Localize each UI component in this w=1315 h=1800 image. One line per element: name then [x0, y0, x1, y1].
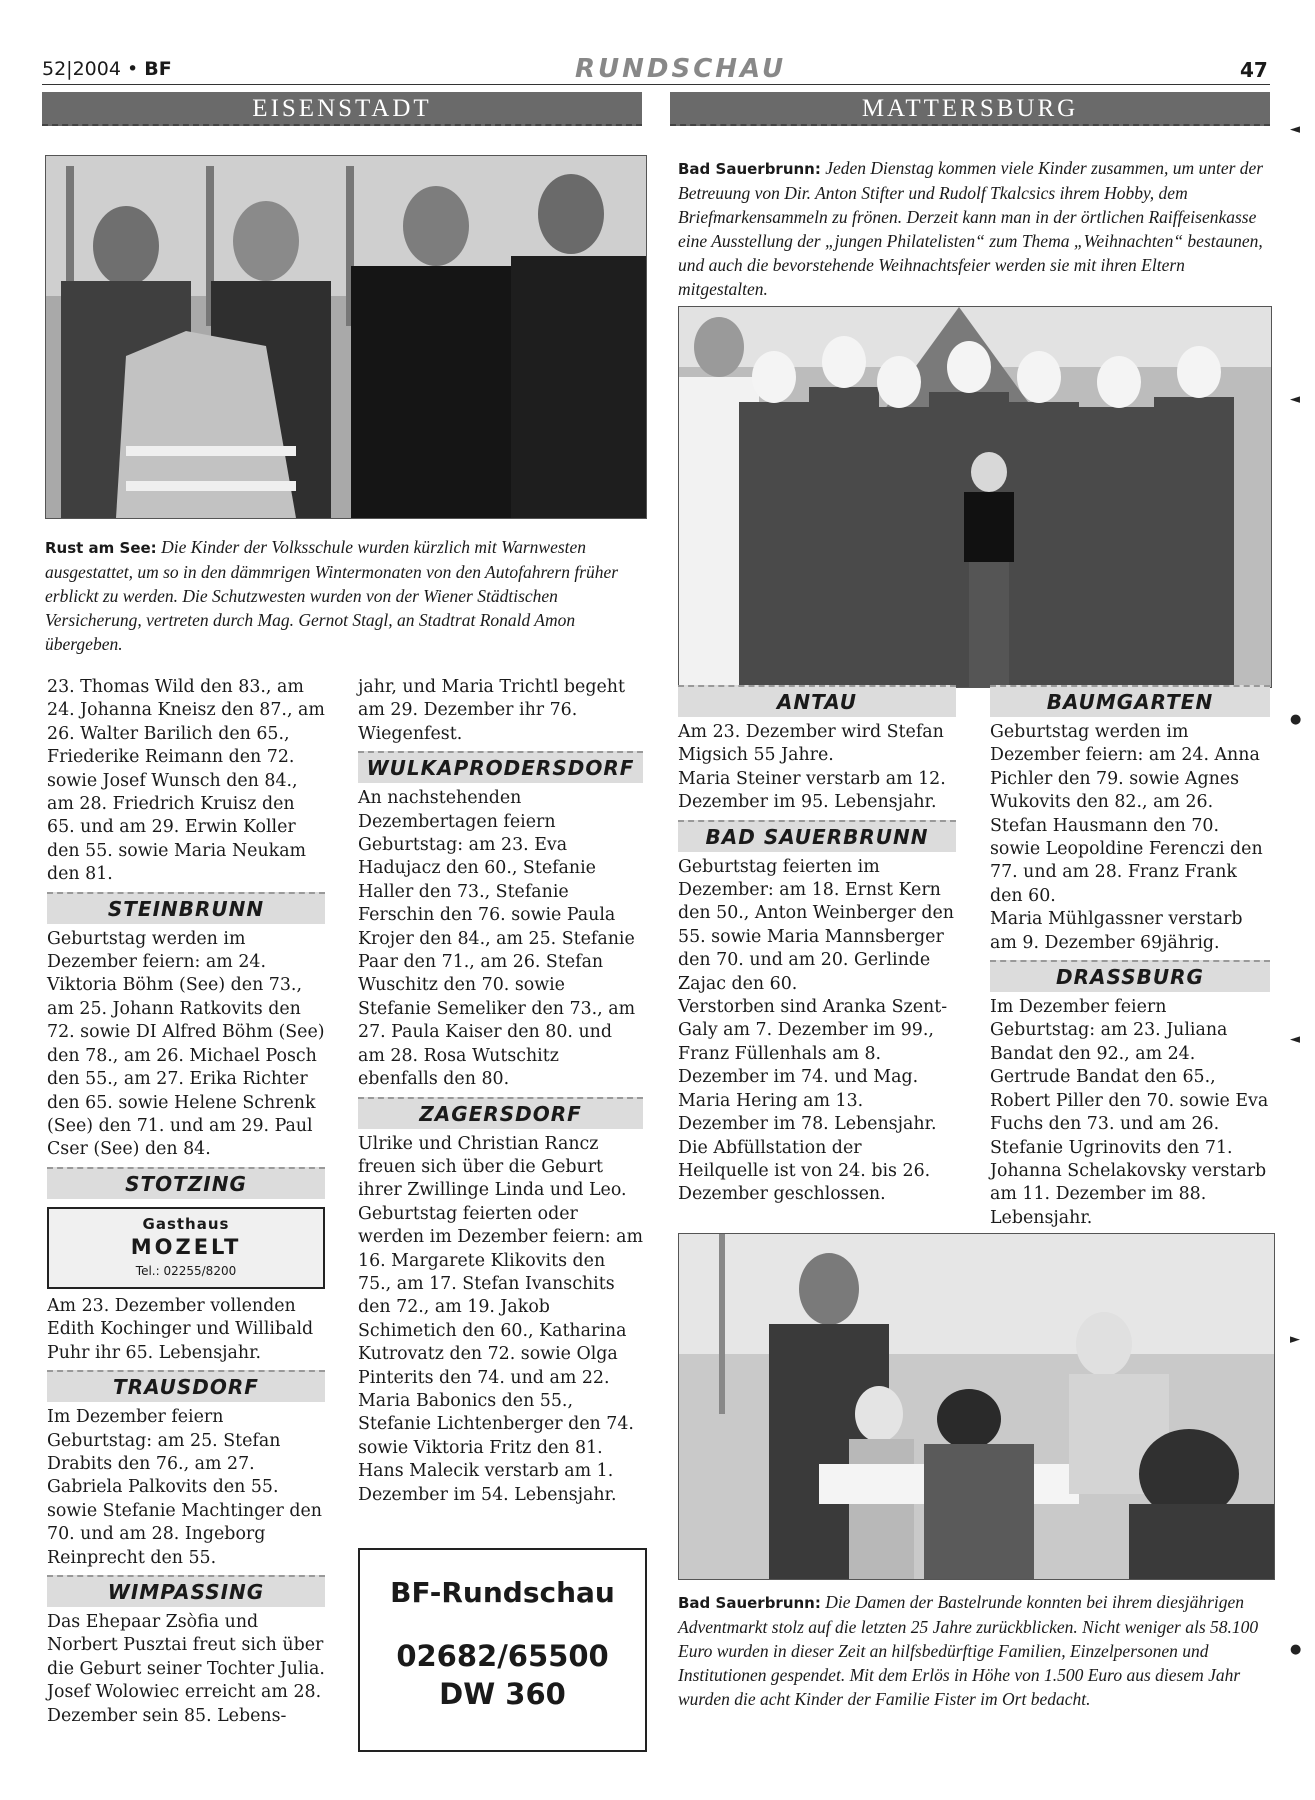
region-bar-mattersburg: MATTERSBURG	[670, 92, 1270, 126]
photo-choir-image	[679, 307, 1271, 687]
paragraph: Verstorben sind Aranka Szent-Galy am 7. Dezember im 99., Franz Füllenhals am 8. Dezember im 74. und Mag. Maria Hering am 13. Dezember im 78. Lebensjahr.	[678, 997, 948, 1135]
region-bar-eisenstadt: EISENSTADT	[42, 92, 642, 126]
paragraph: Ulrike und Christian Rancz freuen sich über die Geburt ihrer Zwillinge Linda und Leo. Geburtstag feierten oder werden im Dezember feiern: am 16. Margarete Klikovits den 75., am 17. Stefan Ivanschits den 72., am 19. Jakob Schimetich den 60., Katharina Kutrovatz den 72. sowie Olga Pinterits den 74. und am 22. Maria Babonics den 55., Stefanie Lichtenberger den 74. sowie Viktoria Fritz den 81.	[358, 1133, 644, 1458]
paragraph: Geburtstag werden im Dezember feiern: am 24. Viktoria Böhm (See) den 73., am 25. Johann Ratkovits den 72. sowie DI Alfred Böhm (See) den 78., am 26. Michael Posch den 55., am 27. Erika Richter den 65. sowie Helene Schrenk (See) den 71. und am 29. Paul Cser (See) den 84.	[47, 928, 325, 1160]
margin-marker: ◄	[1290, 1032, 1300, 1047]
section-title-bad-sauerbrunn: BAD SAUERBRUNN	[678, 820, 956, 852]
column-2	[358, 676, 643, 1507]
paragraph: Maria Steiner verstarb am 12. Dezember im 95. Lebensjahr.	[678, 768, 946, 813]
margin-marker: ►	[1290, 1332, 1300, 1347]
paragraph: Maria Mühlgassner verstarb am 9. Dezember 69jährig.	[990, 909, 1243, 953]
issue-number: 52|2004 • BF	[42, 58, 172, 80]
paragraph: jahr, und Maria Trichtl begeht am 29. Dezember ihr 76. Wiegenfest.	[358, 677, 625, 744]
brand-label: BF	[144, 58, 172, 80]
ad-bf-rundschau	[358, 1548, 647, 1752]
section-title-antau: ANTAU	[678, 685, 956, 717]
caption-place: Bad Sauerbrunn:	[678, 160, 821, 178]
photo-rust-am-see-image	[46, 156, 646, 518]
margin-marker: ◄	[1290, 392, 1300, 407]
paragraph: Am 23. Dezember vollenden Edith Kochinger und Willibald Puhr ihr 65. Lebensjahr.	[47, 1295, 314, 1363]
section-title-zagersdorf: ZAGERSDORF	[358, 1097, 643, 1129]
column-3	[678, 680, 956, 1207]
photo-bastelrunde-image	[679, 1234, 1274, 1579]
paragraph: Hans Malecik verstarb am 1. Dezember im 54. Lebensjahr.	[358, 1461, 617, 1505]
paragraph: Geburtstag feierten im Dezember: am 18. Ernst Kern den 50., Anton Weinberger den 55. sowie Maria Mannsberger den 70. und am 20. Gerlinde Zajac den 60.	[678, 856, 954, 994]
photo-bastelrunde	[678, 1233, 1275, 1580]
paragraph: Das Ehepaar Zsòfia und Norbert Pusztai freut sich über die Geburt seiner Tochter Julia. Josef Wolowiec erreicht am 28. Dezember sein 85. Lebens-	[47, 1612, 325, 1726]
ad-title: BF-Rundschau	[390, 1576, 615, 1609]
margin-marker: ●	[1290, 712, 1302, 727]
ad-gasthaus-mozelt	[47, 1207, 325, 1289]
column-4	[990, 680, 1270, 1230]
section-title-drassburg: DRASSBURG	[990, 960, 1270, 992]
ad-line: MOZELT	[130, 1235, 242, 1260]
column-1	[47, 676, 325, 1728]
paragraph: Johanna Schelakovsky verstarb am 11. Dezember im 88. Lebensjahr.	[990, 1160, 1267, 1228]
paragraph: 23. Thomas Wild den 83., am 24. Johanna Kneisz den 87., am 26. Walter Barilich den 65., Friederike Reimann den 72. sowie Josef Wunsch den 84., am 28. Friedrich Kruisz den 65. und am 29. Erwin Koller den 55. sowie Maria Neukam den 81.	[47, 677, 325, 885]
section-title-trausdorf: TRAUSDORF	[47, 1370, 325, 1402]
ad-line: Gasthaus	[142, 1214, 230, 1233]
page-number: 47	[1240, 58, 1268, 82]
margin-marker: ●	[1290, 1642, 1302, 1657]
caption-place: Bad Sauerbrunn:	[678, 1594, 821, 1612]
paragraph: Die Abfüllstation der Heilquelle ist von 24. bis 26. Dezember geschlossen.	[678, 1137, 931, 1205]
caption-bad-sauerbrunn-philatelisten	[678, 156, 1276, 301]
caption-text: Die Damen der Bastelrunde konnten bei ihrem diesjährigen Adventmarkt stolz auf die letzten 25 Jahre zurückblicken. Nicht weniger als 58.100 Euro wurden in dieser Zeit an hilfsbedürftige Familien, Einzelpersonen und Institutionen gespendet. Mit dem Erlös in Höhe von 1.500 Euro aus diesem Jahr wurden die acht Kinder der Familie Fister im Ort bedacht.	[678, 1592, 1259, 1709]
section-title-baumgarten: BAUMGARTEN	[990, 685, 1270, 717]
paragraph: Im Dezember feiern Geburtstag: am 25. Stefan Drabits den 76., am 27. Gabriela Palkovits den 55. sowie Stefanie Machtinger den 70. und am 28. Ingeborg Reinprecht den 55.	[47, 1407, 322, 1568]
ad-extension: DW 360	[439, 1677, 566, 1711]
paragraph: Am 23. Dezember wird Stefan Migsich 55 Jahre.	[678, 722, 944, 766]
caption-place: Rust am See:	[45, 539, 157, 557]
caption-text: Die Kinder der Volksschule wurden kürzlich mit Warnwesten ausgestattet, um so in den dämmrigen Wintermonaten von den Autofahrern früher erblickt zu werden. Die Schutzwesten wurden von der Wiener Städtischen Versicherung, vertreten durch Mag. Gernot Stagl, an Stadtrat Ronald Amon übergeben.	[45, 537, 619, 654]
header-rule	[42, 84, 1270, 85]
section-title-wulkaprodersdorf: WULKAPRODERSDORF	[358, 751, 643, 783]
ad-phone: 02682/65500	[396, 1639, 609, 1673]
photo-choir-bad-sauerbrunn	[678, 306, 1272, 688]
section-title-stotzing: STOTZING	[47, 1167, 325, 1199]
newspaper-title: RUNDSCHAU	[575, 54, 787, 84]
paragraph: Im Dezember feiern Geburtstag: am 23. Juliana Bandat den 92., am 24. Gertrude Bandat den 65., Robert Piller den 70. sowie Eva Fuchs den 73. und am 26. Stefanie Ugrinovits den 71.	[990, 997, 1269, 1158]
ad-phone: Tel.: 02255/8200	[135, 1263, 237, 1278]
caption-rust-am-see	[45, 535, 645, 656]
paragraph: Geburtstag werden im Dezember feiern: am 24. Anna Pichler den 79. sowie Agnes Wukovits den 82., am 26. Stefan Hausmann den 70. sowie Leopoldine Ferenczi den 77. und am 28. Franz Frank den 60.	[990, 722, 1263, 906]
section-title-wimpassing: WIMPASSING	[47, 1575, 325, 1607]
paragraph: An nachstehenden Dezembertagen feiern Geburtstag: am 23. Eva Hadujacz den 60., Stefanie Haller den 73., Stefanie Ferschin den 76. sowie Paula Krojer den 84., am 25. Stefanie Paar den 71., am 26. Stefan Wuschitz den 70. sowie Stefanie Semeliker den 73., am 27. Paula Kaiser den 80. und am 28. Rosa Wutschitz ebenfalls den 80.	[358, 788, 636, 1090]
section-title-steinbrunn: STEINBRUNN	[47, 892, 325, 924]
caption-text: Jeden Dienstag kommen viele Kinder zusammen, um unter der Betreuung von Dir. Anton Stifter und Rudolf Tkalcsics ihrem Hobby, dem Briefmarkensammeln zu frönen. Derzeit kann man in der örtlichen Raiffeisenkasse eine Ausstellung der „jungen Philatelisten“ zum Thema „Weihnachten“ bestaunen, und auch die bevorstehende Weihnachtsfeier werden sie mit ihren Eltern mitgestalten.	[678, 158, 1264, 299]
caption-bad-sauerbrunn-bastelrunde	[678, 1590, 1276, 1711]
margin-marker: ◄	[1290, 122, 1300, 137]
photo-rust-am-see	[45, 155, 647, 519]
